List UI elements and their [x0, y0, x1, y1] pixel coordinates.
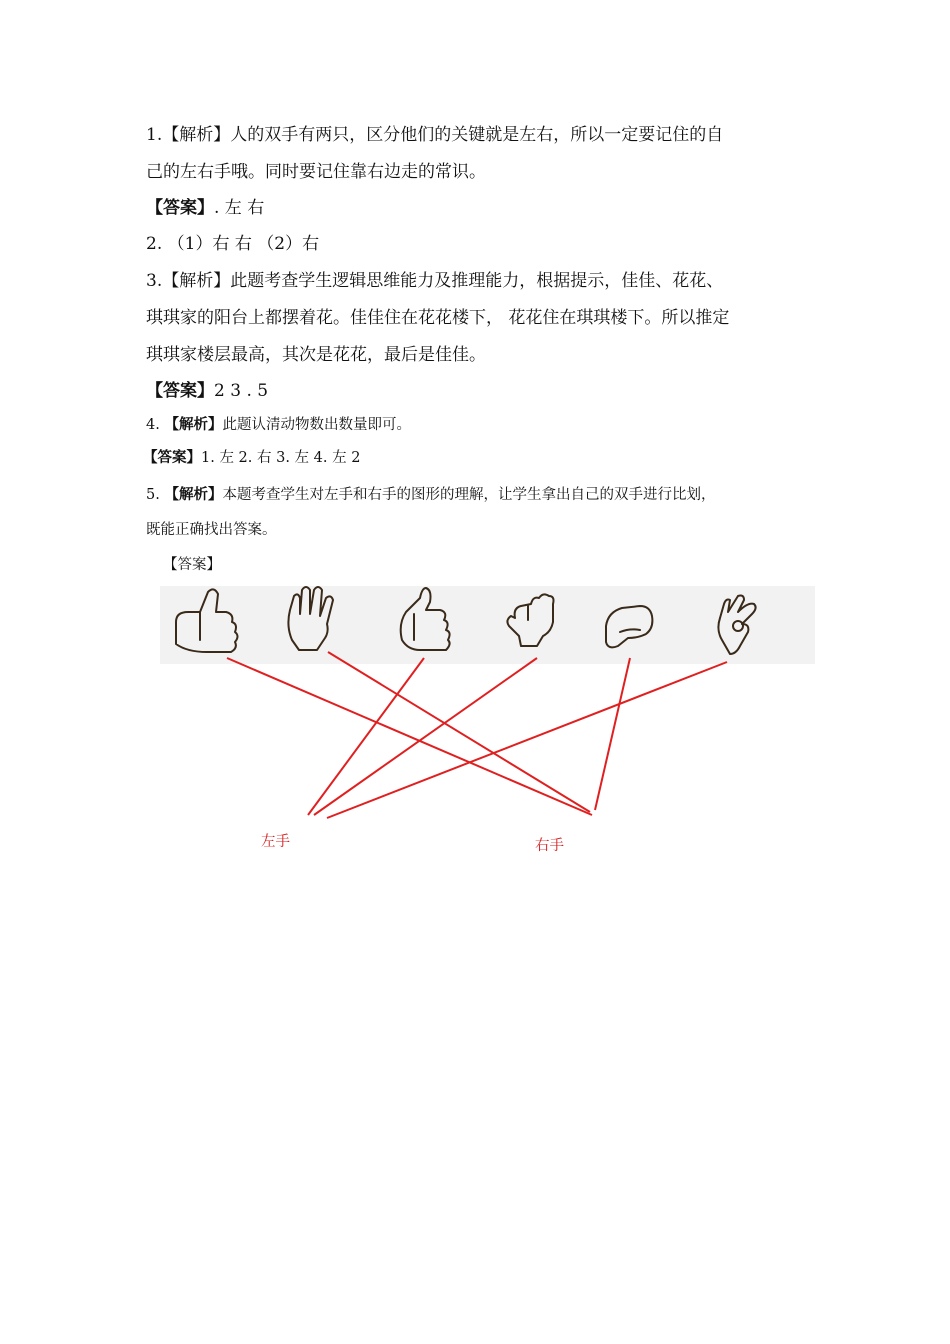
- match-line-4: [314, 658, 537, 815]
- right-hand-label: 右手: [535, 838, 564, 854]
- answer-tag: 【答案】: [146, 381, 214, 401]
- answer-text: 2 3 . 5: [214, 381, 269, 401]
- image-background: [160, 586, 815, 664]
- match-line-2: [328, 652, 590, 812]
- answer-tag: 【答案】: [146, 198, 214, 218]
- q3-line-1: 3.【解析】此题考查学生逻辑思维能力及推理能力，根据提示，佳佳、花花、: [146, 271, 724, 291]
- answer-tag: 【答案】: [143, 449, 201, 466]
- matching-lines: [227, 652, 727, 818]
- match-line-6: [327, 662, 727, 818]
- match-line-5: [595, 658, 630, 810]
- q5-analysis: 本题考查学生对左手和右手的图形的理解，让学生拿出自己的双手进行比划，: [222, 487, 716, 503]
- q1-line-1: 1.【解析】人的双手有两只，区分他们的关键就是左右，所以一定要记住的自: [146, 125, 724, 145]
- analysis-tag: 【解析】: [164, 486, 223, 503]
- q5-number: 5.: [146, 487, 165, 503]
- q1-line-2: 己的左右手哦。同时要记住靠右边走的常识。: [146, 162, 486, 182]
- q3-line-3: 琪琪家楼层最高，其次是花花，最后是佳佳。: [146, 345, 486, 365]
- left-hand-label: 左手: [261, 834, 290, 850]
- q3-line-2: 琪琪家的阳台上都摆着花。佳佳住在花花楼下， 花花住在琪琪楼下。所以推定: [146, 308, 730, 328]
- q5-line-2: 既能正确找出答案。: [146, 522, 277, 538]
- answer-text: . 左 右: [214, 198, 265, 218]
- q4-analysis: 此题认清动物数出数量即可。: [222, 417, 411, 433]
- analysis-tag: 【解析】: [164, 416, 223, 433]
- answer-tag: 【答案】: [163, 557, 221, 573]
- q4-number: 4.: [146, 417, 165, 433]
- match-line-3: [308, 658, 424, 815]
- answer-text: 1. 左 2. 右 3. 左 4. 左 2: [201, 450, 361, 466]
- q2-line: 2. （1）右 右 （2）右: [146, 234, 320, 254]
